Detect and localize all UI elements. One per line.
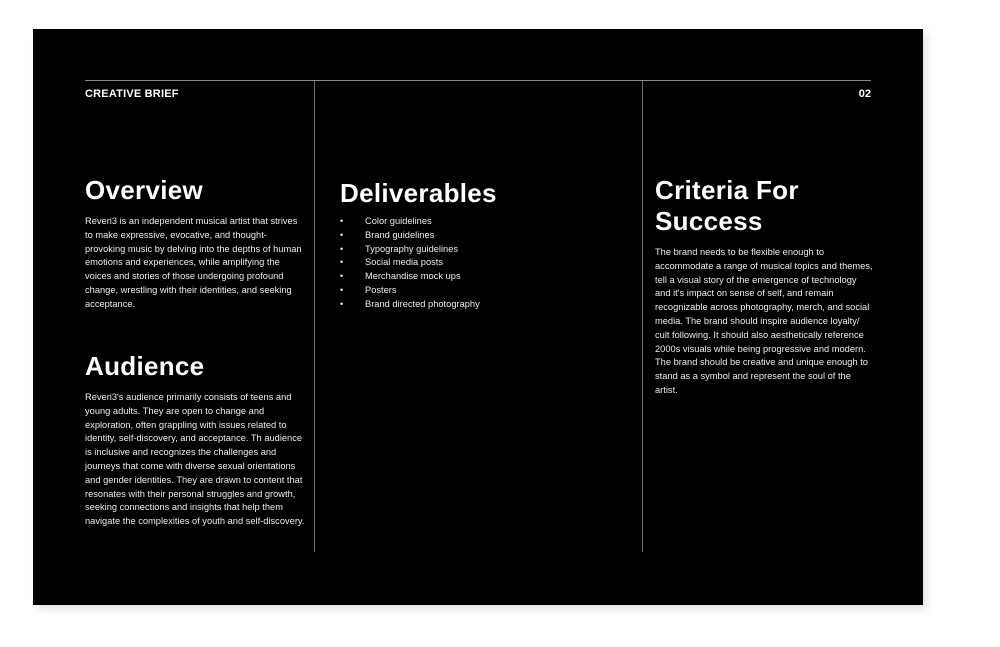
column-divider-right [642, 81, 643, 552]
deliverable-item: • Social media posts [340, 256, 480, 270]
deliverable-item: • Brand guidelines [340, 229, 480, 243]
creative-brief-page [33, 29, 923, 605]
deliverable-item: • Color guidelines [340, 215, 480, 229]
criteria-heading: Criteria For Success [655, 175, 799, 236]
deliverable-item: • Typography guidelines [340, 243, 480, 257]
overview-heading: Overview [85, 175, 204, 205]
audience-text: Reveri3's audience primarily consists of teens and young adults. They are open to change and exploration, often grappling with issues related to identity, self-discovery, and acceptance. Th audience is inclusive and recognizes the challenges and journeys that come with diverse sexual orientations and gender identities. They are drawn to content that resonates with their personal struggles and growth, seeking connections and insights that help them navigate the complexities of youth and self-discovery. [85, 392, 305, 527]
audience-heading: Audience [85, 351, 205, 381]
overview-text: Reveri3 is an independent musical artist that strives to make expressive, evocative, and thought-provoking music by delving into the depths of human emotions and experiences, while amplifying the voices and stories of those undergoing profound change, wrestling with their identities, and seeking acceptance. [85, 216, 302, 309]
deliverable-item: • Posters [340, 284, 480, 298]
criteria-text: The brand needs to be flexible enough to accommodate a range of musical topics and themes, tell a visual story of the emergence of technology and it's impact on sense of self, and remain recognizable across photography, merch, and social media. The brand should inspire audience loyalty/ cult following. It should also aesthetically reference 2000s visuals while being progressive and modern. The brand should be creative and unique enough to stand as a symbol and represent the soul of the artist. [655, 247, 873, 395]
page-number: 02 [858, 88, 871, 100]
column-divider-left [314, 81, 315, 552]
section-title: CREATIVE BRIEF [85, 88, 179, 100]
top-rule [85, 80, 871, 81]
deliverable-item: • Merchandise mock ups [340, 270, 480, 284]
deliverables-list [340, 215, 480, 312]
deliverables-heading: Deliverables [340, 178, 497, 208]
deliverable-item: • Brand directed photography [340, 298, 480, 312]
